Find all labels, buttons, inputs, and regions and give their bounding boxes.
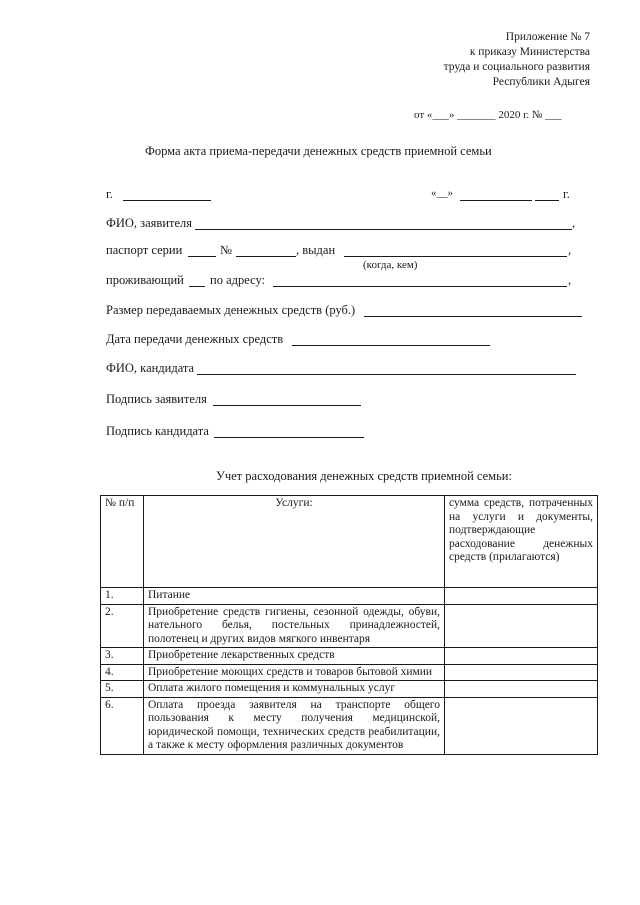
comma: ,	[568, 243, 572, 257]
comma: ,	[568, 273, 572, 287]
row-sum-cell[interactable]	[445, 648, 598, 665]
header-service: Услуги:	[144, 496, 445, 588]
passport-series-field[interactable]	[188, 256, 216, 257]
row-service: Оплата проезда заявителя на транспорте общего пользования к месту получения медицинской, юридической помощи, технических средств реабилитации, а также к месту оформления различных документов	[144, 697, 445, 754]
fio-applicant-field[interactable]	[195, 229, 572, 230]
row-sum-cell[interactable]	[445, 604, 598, 648]
row-num: 1.	[101, 588, 144, 605]
amount-label: Размер передаваемых денежных средств (руб.)	[106, 303, 356, 317]
address-field[interactable]	[273, 286, 567, 287]
fio-candidate-label: ФИО, кандидата	[106, 361, 195, 375]
appendix-line: Республики Адыгея	[492, 76, 590, 88]
date-year-field[interactable]	[535, 200, 559, 201]
header-num: № п/п	[101, 496, 144, 588]
passport-number-field[interactable]	[236, 256, 296, 257]
row-sum-cell[interactable]	[445, 697, 598, 754]
row-num: 4.	[101, 664, 144, 681]
sign-candidate-field[interactable]	[214, 437, 364, 438]
passport-series-label: паспорт серии	[106, 243, 183, 257]
table-row	[101, 588, 598, 605]
sign-applicant-field[interactable]	[213, 405, 361, 406]
row-num: 3.	[101, 648, 144, 665]
row-service: Оплата жилого помещения и коммунальных услуг	[144, 681, 445, 698]
appendix-line: Приложение № 7	[505, 31, 590, 43]
row-num: 6.	[101, 697, 144, 754]
row-num: 2.	[101, 604, 144, 648]
amount-field[interactable]	[364, 316, 582, 317]
address-label: по адресу:	[210, 273, 266, 287]
city-label: г.	[106, 187, 113, 201]
header-sum: сумма средств, потраченных на услуги и документы, подтверждающие расходование денежных средств (прилагаются)	[445, 496, 598, 588]
issued-label: , выдан	[296, 243, 336, 257]
row-service: Приобретение моющих средств и товаров бытовой химии	[144, 664, 445, 681]
table-row	[101, 697, 598, 754]
transfer-date-field[interactable]	[292, 345, 490, 346]
sign-applicant-label: Подпись заявителя	[106, 392, 207, 406]
row-num: 5.	[101, 681, 144, 698]
transfer-date-label: Дата передачи денежных средств	[106, 332, 284, 346]
date-day-field[interactable]: «__»	[431, 187, 453, 199]
residing-label: проживающий	[106, 273, 184, 287]
appendix-line: к приказу Министерства	[469, 46, 590, 58]
table-row	[101, 648, 598, 665]
expense-table	[100, 495, 598, 755]
issued-field[interactable]	[344, 256, 567, 257]
table-row	[101, 664, 598, 681]
appendix-header	[444, 30, 590, 90]
table-header-row	[101, 496, 598, 588]
city-field[interactable]	[123, 200, 211, 201]
sign-candidate-label: Подпись кандидата	[106, 424, 209, 438]
issued-hint: (когда, кем)	[363, 259, 418, 271]
form-title: Форма акта приема-передачи денежных средств приемной семьи	[145, 144, 492, 158]
fio-candidate-field[interactable]	[197, 374, 576, 375]
table-row	[101, 604, 598, 648]
row-service: Приобретение средств гигиены, сезонной одежды, обуви, нательного белья, постельных принадлежностей, полотенец и других видов мягкого инвентаря	[144, 604, 445, 648]
row-service: Приобретение лекарственных средств	[144, 648, 445, 665]
comma: ,	[572, 216, 576, 230]
fio-applicant-label: ФИО, заявителя	[106, 216, 193, 230]
year-suffix: г.	[563, 187, 570, 201]
residing-blank[interactable]	[189, 286, 205, 287]
date-month-field[interactable]	[460, 200, 532, 201]
table-title: Учет расходования денежных средств приемной семьи:	[216, 469, 512, 483]
row-sum-cell[interactable]	[445, 588, 598, 605]
row-sum-cell[interactable]	[445, 664, 598, 681]
appendix-line: труда и социального развития	[443, 61, 590, 73]
row-sum-cell[interactable]	[445, 681, 598, 698]
passport-number-label: №	[220, 243, 232, 257]
order-date-line: от «___» _______ 2020 г. № ___	[414, 109, 562, 121]
row-service: Питание	[144, 588, 445, 605]
table-row	[101, 681, 598, 698]
